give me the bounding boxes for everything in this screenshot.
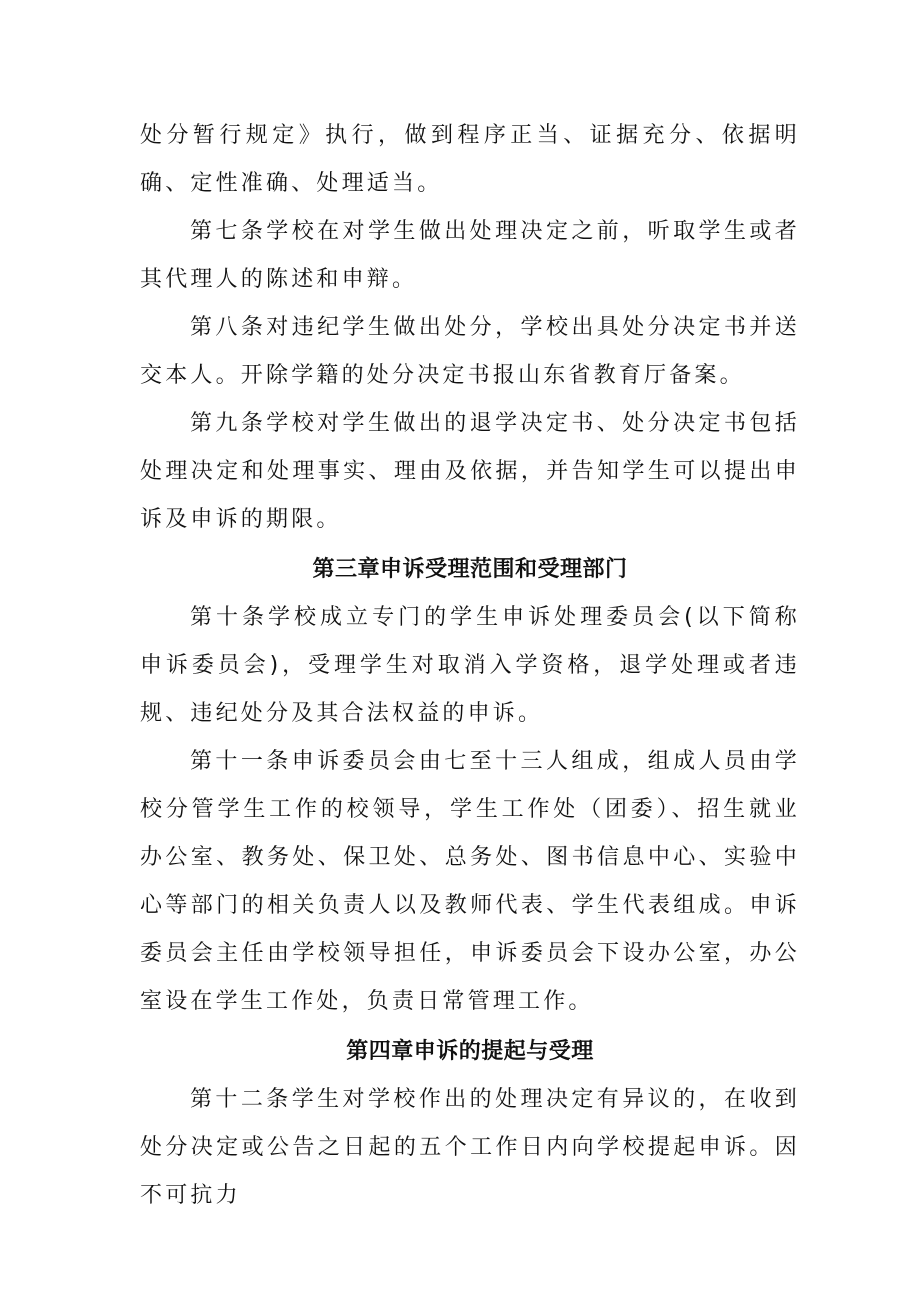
- paragraph-article-12: 第十二条学生对学校作出的处理决定有异议的，在收到处分决定或公告之日起的五个工作日内向学校提起申诉。因不可抗力: [140, 1087, 800, 1208]
- paragraph-article-11: 第十一条申诉委员会由七至十三人组成，组成人员由学校分管学生工作的校领导，学生工作处（团委）、招生就业办公室、教务处、保卫处、总务处、图书信息中心、实验中心等部门的相关负责人以及教师代表、学生代表组成。申诉委员会主任由学校领导担任，申诉委员会下设办公室，办公室设在学生工作处，负责日常管理工作。: [140, 749, 800, 1014]
- document-body: [140, 112, 800, 1220]
- chapter-3-heading: 第三章申诉受理范围和受理部门: [312, 557, 628, 582]
- paragraph-article-7: 第七条学校在对学生做出处理决定之前，听取学生或者其代理人的陈述和申辩。: [140, 219, 800, 292]
- paragraph-article-9: 第九条学校对学生做出的退学决定书、处分决定书包括处理决定和处理事实、理由及依据，并告知学生可以提出申诉及申诉的期限。: [140, 411, 800, 532]
- paragraph-continuation: 处分暂行规定》执行，做到程序正当、证据充分、依据明确、定性准确、处理适当。: [140, 123, 800, 196]
- paragraph-article-10: 第十条学校成立专门的学生申诉处理委员会(以下简称申诉委员会)，受理学生对取消入学资格，退学处理或者违规、违纪处分及其合法权益的申诉。: [140, 605, 800, 726]
- paragraph-article-8: 第八条对违纪学生做出处分，学校出具处分决定书并送交本人。开除学籍的处分决定书报山东省教育厅备案。: [140, 315, 800, 388]
- chapter-4-heading: 第四章申诉的提起与受理: [346, 1039, 594, 1064]
